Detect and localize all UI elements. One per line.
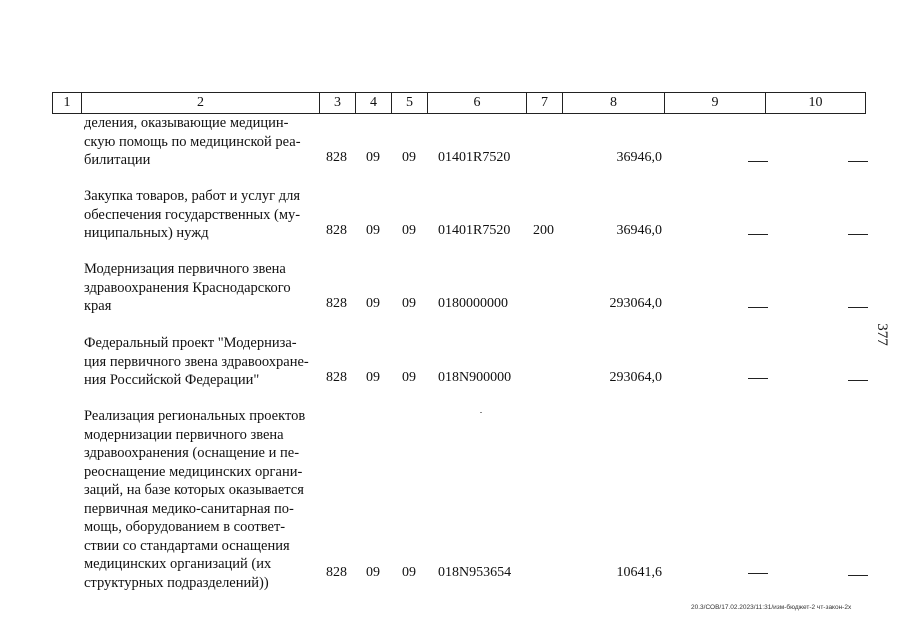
col-6-value: 018N953654 <box>438 565 512 580</box>
header-col-8: 8 <box>562 92 665 114</box>
col-5-value: 09 <box>402 223 416 238</box>
header-col-3: 3 <box>319 92 356 114</box>
desc-line: мощь, оборудованием в соответ- <box>84 519 286 535</box>
row-description <box>84 407 319 592</box>
desc-line: Модернизация первичного звена <box>84 261 286 277</box>
col-6-value: 018N900000 <box>438 370 512 385</box>
col-8-value: 293064,0 <box>609 296 662 311</box>
col-8-value: 10641,6 <box>616 565 662 580</box>
header-col-5: 5 <box>391 92 428 114</box>
col-3-value: 828 <box>326 565 347 580</box>
col-10-dash <box>848 575 868 576</box>
desc-line: края <box>84 298 112 314</box>
desc-line: Закупка товаров, работ и услуг для <box>84 188 301 204</box>
desc-line: здравоохранения Краснодарского <box>84 279 291 296</box>
col-3-value: 828 <box>326 296 347 311</box>
col-7-value: 200 <box>533 223 554 238</box>
col-10-dash <box>848 380 868 381</box>
col-6-value: 0180000000 <box>438 296 508 311</box>
col-9-dash <box>748 234 768 235</box>
header-col-6: 6 <box>427 92 527 114</box>
col-3-value: 828 <box>326 150 347 165</box>
col-4-value: 09 <box>366 296 380 311</box>
desc-line: ция первичного звена здравоохране- <box>84 353 309 370</box>
desc-line: заций, на базе которых оказывается <box>84 482 304 498</box>
col-10-dash <box>848 234 868 235</box>
col-9-dash <box>748 378 768 379</box>
desc-line: модернизации первичного звена <box>84 426 284 443</box>
desc-line: Реализация региональных проектов <box>84 408 306 424</box>
row-description <box>84 260 319 316</box>
col-4-value: 09 <box>366 150 380 165</box>
desc-line: структурных подразделений)) <box>84 574 269 591</box>
col-8-value: 36946,0 <box>616 150 662 165</box>
desc-line: здравоохранения (оснащение и пе- <box>84 445 300 461</box>
desc-line: билитации <box>84 152 151 168</box>
desc-line: медицинских организаций (их <box>84 556 272 572</box>
header-col-2: 2 <box>81 92 320 114</box>
col-6-value: 01401R7520 <box>438 223 511 238</box>
col-5-value: 09 <box>402 565 416 580</box>
col-4-value: 09 <box>366 223 380 238</box>
desc-line: первичная медико-санитарная по- <box>84 500 294 517</box>
scan-speck <box>480 412 482 413</box>
col-5-value: 09 <box>402 370 416 385</box>
col-9-dash <box>748 307 768 308</box>
row-description <box>84 114 319 170</box>
desc-line: деления, оказывающие медицин- <box>84 115 289 131</box>
row-description <box>84 334 319 390</box>
col-4-value: 09 <box>366 565 380 580</box>
col-6-value: 01401R7520 <box>438 150 511 165</box>
col-5-value: 09 <box>402 296 416 311</box>
desc-line: обеспечения государственных (му- <box>84 206 301 223</box>
col-9-dash <box>748 161 768 162</box>
page-number: 377 <box>873 323 890 346</box>
col-8-value: 293064,0 <box>609 370 662 385</box>
header-col-4: 4 <box>355 92 392 114</box>
col-10-dash <box>848 161 868 162</box>
header-col-1: 1 <box>52 92 82 114</box>
desc-line: ствии со стандартами оснащения <box>84 537 290 554</box>
col-5-value: 09 <box>402 150 416 165</box>
document-footer: 20.3/СОВ/17.02.2023/11:31/изм-бюджет-2 чт-закон-2х <box>691 604 852 611</box>
col-3-value: 828 <box>326 223 347 238</box>
desc-line: скую помощь по медицинской реа- <box>84 133 301 150</box>
col-9-dash <box>748 573 768 574</box>
header-col-7: 7 <box>526 92 563 114</box>
header-col-10: 10 <box>765 92 866 114</box>
desc-line: реоснащение медицинских органи- <box>84 463 303 480</box>
desc-line: Федеральный проект "Модерниза- <box>84 335 297 351</box>
desc-line: ниципальных) нужд <box>84 225 209 241</box>
header-col-9: 9 <box>664 92 766 114</box>
col-10-dash <box>848 307 868 308</box>
row-description <box>84 187 319 243</box>
col-8-value: 36946,0 <box>616 223 662 238</box>
col-3-value: 828 <box>326 370 347 385</box>
col-4-value: 09 <box>366 370 380 385</box>
desc-line: ния Российской Федерации" <box>84 372 260 388</box>
